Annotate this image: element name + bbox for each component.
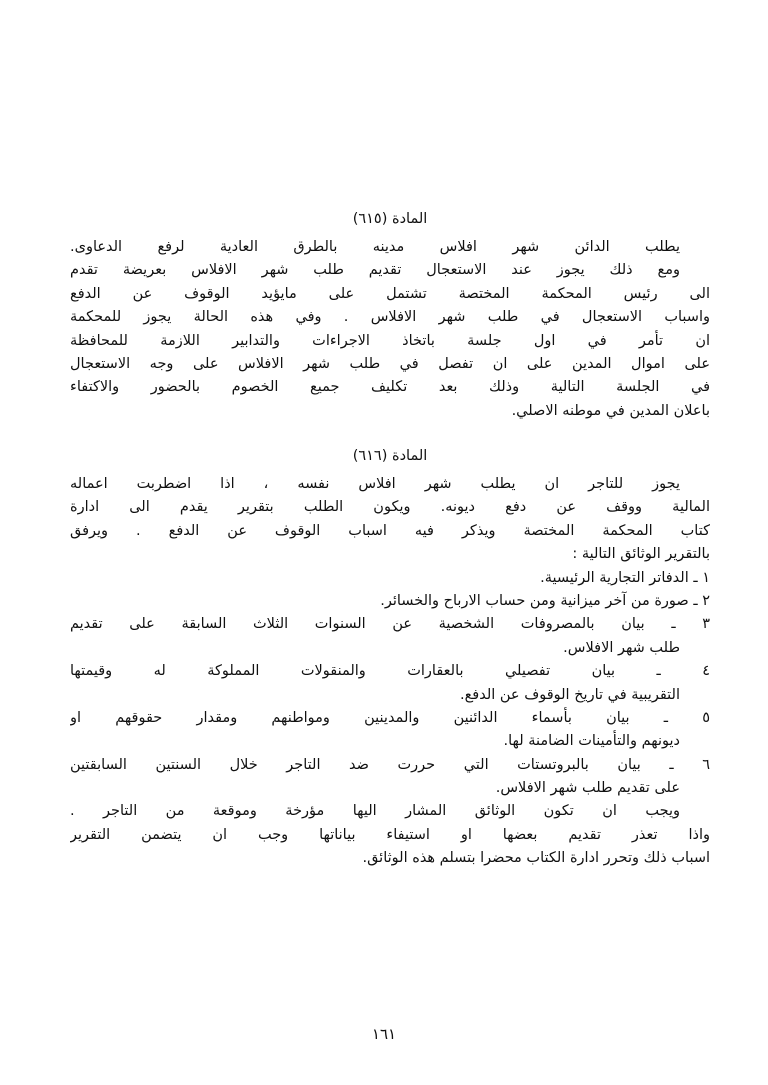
article-616-body — [70, 473, 710, 871]
list-item-continuation: طلب شهر الافلاس. — [563, 639, 680, 656]
text-line: ومع ذلك يجوز عند الاستعجال تقديم طلب شهر الافلاس بعريضة تقدم — [70, 262, 680, 279]
list-item: ٤ ـ بيان تفصيلي بالعقارات والمنقولات المملوكة له وقيمتها — [70, 663, 710, 680]
article-615-body — [70, 236, 710, 423]
text-line: في الجلسة التالية وذلك بعد تكليف جميع الخصوم بالحضور والاكتفاء — [70, 379, 710, 396]
text-line: يطلب الدائن شهر افلاس مدينه بالطرق العادية لرفع الدعاوى. — [70, 239, 680, 255]
text-line: كتاب المحكمة المختصة ويذكر فيه اسباب الوقوف عن الدفع . ويرفق — [70, 522, 710, 539]
text-line: باعلان المدين في موطنه الاصلي. — [511, 402, 710, 419]
article-616-heading: المادة (٦١٦) — [352, 448, 428, 464]
article-615-heading: المادة (٦١٥) — [352, 211, 428, 227]
text-line: المالية ووقف عن دفع ديونه. ويكون الطلب بتقرير يقدم الى ادارة — [70, 499, 710, 516]
text-line: الى رئيس المحكمة المختصة تشتمل على مايؤيد الوقوف عن الدفع — [70, 285, 710, 302]
list-item-continuation: على تقديم طلب شهر الافلاس. — [495, 780, 680, 797]
text-line: يجوز للتاجر ان يطلب شهر افلاس نفسه ، اذا اضطربت اعماله — [70, 476, 680, 492]
list-item: ٦ ـ بيان بالبروتستات التي حررت ضد التاجر خلال السنتين السابقتين — [70, 756, 710, 773]
text-line: بالتقرير الوثائق التالية : — [572, 546, 710, 563]
list-item-continuation: ديونهم والتأمينات الضامنة لها. — [503, 733, 680, 750]
text-line: واسباب الاستعجال في طلب شهر الافلاس . وفي هذه الحالة يجوز للمحكمة — [70, 309, 710, 326]
text-line: ان تأمر في اول جلسة باتخاذ الاجراءات والتدابير اللازمة للمحافظة — [70, 332, 710, 349]
list-item: ٥ ـ بيان بأسماء الدائنين والمدينين ومواطنهم ومقدار حقوقهم او — [70, 709, 710, 726]
list-item: ٢ ـ صورة من آخر ميزانية ومن حساب الارباح والخسائر. — [380, 592, 710, 609]
text-line: على اموال المدين على ان تفصل في طلب شهر الافلاس على وجه الاستعجال — [70, 355, 710, 372]
list-item: ١ ـ الدفاتر التجارية الرئيسية. — [540, 569, 710, 586]
list-item-continuation: التقريبية في تاريخ الوقوف عن الدفع. — [459, 686, 680, 703]
page-number: ١٦١ — [371, 1025, 397, 1043]
list-item: ٣ ـ بيان بالمصروفات الشخصية عن السنوات الثلاث السابقة على تقديم — [70, 616, 710, 633]
text-line: واذا تعذر تقديم بعضها او استيفاء بياناتها وجب ان يتضمن التقرير — [70, 826, 710, 843]
text-line: اسباب ذلك وتحرر ادارة الكتاب محضرا بتسلم هذه الوثائق. — [362, 850, 710, 867]
text-line: ويجب ان تكون الوثائق المشار اليها مؤرخة وموقعة من التاجر . — [70, 803, 680, 820]
